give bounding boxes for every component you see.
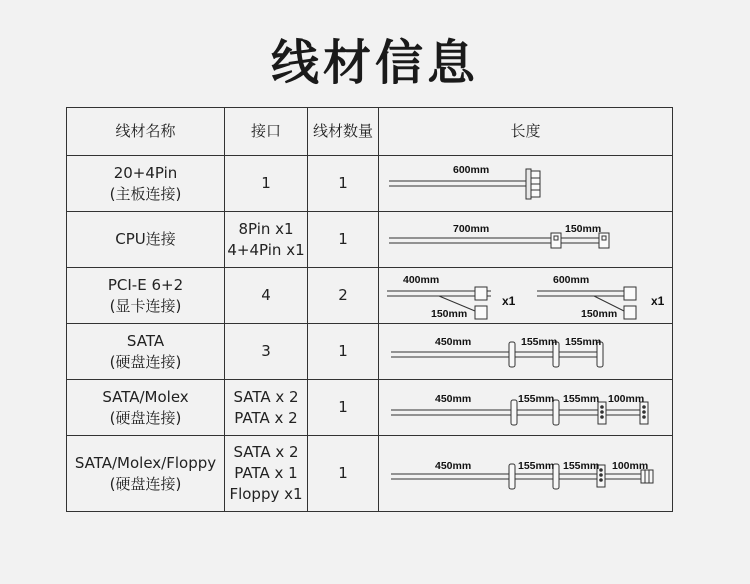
cable-usage: (硬盘连接) — [109, 352, 182, 371]
quantity-value: 1 — [308, 212, 379, 268]
quantity-multiplier: x1 — [502, 293, 516, 308]
length-cell — [379, 436, 673, 512]
cable-diagram-sata-molex — [379, 381, 672, 435]
port-value: 8Pin x1 — [238, 219, 294, 238]
length-label: 155mm — [565, 335, 602, 348]
table-row — [67, 156, 673, 212]
header-cable-name: 线材名称 — [67, 108, 225, 156]
length-label: 155mm — [563, 392, 600, 405]
length-cell — [379, 380, 673, 436]
cable-name-cell — [67, 436, 225, 512]
table-row — [67, 324, 673, 380]
table-row — [67, 212, 673, 268]
length-label: 150mm — [565, 222, 602, 235]
cable-name-cell — [67, 268, 225, 324]
length-label: 150mm — [431, 307, 468, 320]
length-label: 100mm — [608, 392, 645, 405]
port-value: 4 — [261, 286, 271, 304]
cable-usage: (硬盘连接) — [109, 408, 182, 427]
cable-usage: (硬盘连接) — [109, 474, 182, 493]
cable-diagram-sata — [379, 325, 672, 379]
length-label: 155mm — [518, 459, 555, 472]
cable-diagram-pcie — [379, 269, 672, 323]
length-cell — [379, 324, 673, 380]
quantity-value: 1 — [308, 380, 379, 436]
table-row — [67, 380, 673, 436]
length-label: 450mm — [435, 392, 472, 405]
port-cell — [225, 268, 308, 324]
cable-usage: (主板连接) — [109, 184, 182, 203]
quantity-multiplier: x1 — [651, 293, 665, 308]
port-value: 4+4Pin x1 — [227, 240, 305, 259]
quantity-value: 1 — [308, 324, 379, 380]
length-label: 450mm — [435, 459, 472, 472]
length-label: 155mm — [518, 392, 555, 405]
cable-name-cell — [67, 324, 225, 380]
cable-name-cell — [67, 212, 225, 268]
length-cell — [379, 268, 673, 324]
table-row — [67, 268, 673, 324]
port-cell — [225, 324, 308, 380]
cable-name: 20+4Pin — [113, 163, 178, 182]
cable-name-cell — [67, 156, 225, 212]
table-row — [67, 436, 673, 512]
port-cell — [225, 212, 308, 268]
cable-name-cell — [67, 380, 225, 436]
header-port: 接口 — [225, 108, 308, 156]
port-cell — [225, 156, 308, 212]
port-cell — [225, 380, 308, 436]
port-value: PATA x 1 — [234, 464, 298, 482]
cable-spec-table — [66, 107, 673, 512]
header-quantity: 线材数量 — [308, 108, 379, 156]
cable-diagram-cpu — [379, 213, 672, 267]
port-value: 1 — [261, 174, 271, 192]
length-label: 600mm — [553, 273, 590, 286]
cable-name: SATA/Molex/Floppy — [74, 453, 217, 472]
port-cell — [225, 436, 308, 512]
table-header-row — [67, 108, 673, 156]
cable-name: CPU连接 — [115, 230, 176, 248]
port-value: PATA x 2 — [234, 408, 298, 427]
cable-name: PCI-E 6+2 — [107, 275, 184, 294]
cable-name: SATA/Molex — [102, 387, 189, 406]
length-label: 155mm — [563, 459, 600, 472]
port-value: SATA x 2 — [233, 443, 299, 461]
port-value: 3 — [261, 342, 271, 360]
cable-name: SATA — [126, 331, 165, 350]
cable-usage: (显卡连接) — [109, 296, 182, 315]
port-value: SATA x 2 — [233, 387, 299, 406]
quantity-value: 1 — [308, 156, 379, 212]
length-label: 600mm — [453, 163, 490, 176]
length-label: 150mm — [581, 307, 618, 320]
length-cell — [379, 212, 673, 268]
length-label: 155mm — [521, 335, 558, 348]
length-label: 450mm — [435, 335, 472, 348]
cable-diagram-24pin — [379, 157, 672, 211]
page-title: 线材信息 — [270, 35, 479, 91]
port-value: Floppy x1 — [229, 485, 303, 503]
quantity-value: 1 — [308, 436, 379, 512]
length-label: 700mm — [453, 222, 490, 235]
cable-diagram-sata-molex-floppy — [379, 437, 672, 511]
header-length: 长度 — [379, 108, 673, 156]
quantity-value: 2 — [308, 268, 379, 324]
length-label: 100mm — [612, 459, 649, 472]
length-cell — [379, 156, 673, 212]
length-label: 400mm — [403, 273, 440, 286]
